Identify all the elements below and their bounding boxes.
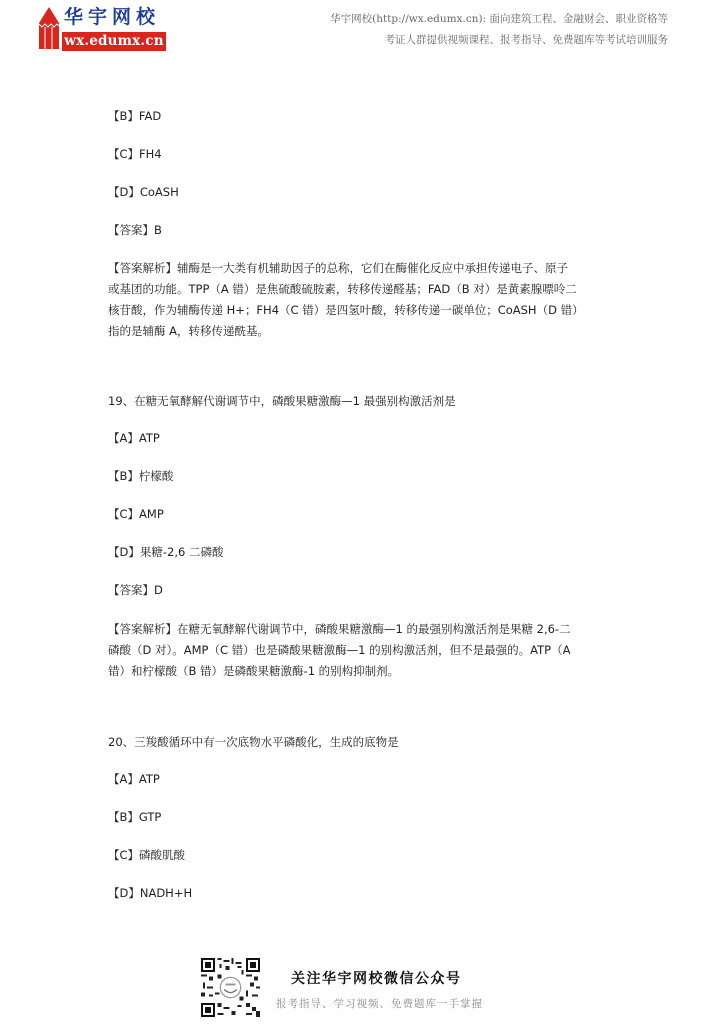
option-text: 磷酸肌酸 [139, 848, 186, 862]
wechat-qr-code-icon[interactable] [201, 958, 260, 1017]
option-label: 【D】 [108, 886, 140, 900]
option-label: 【B】 [108, 469, 139, 483]
q18-option-b [108, 108, 161, 124]
option-text: CoASH [139, 185, 179, 199]
option-text: ATP [138, 772, 160, 786]
q19-question: 19、在糖无氧酵解代谢调节中，磷酸果糖激酶—1 最强别构激活剂是 [108, 394, 456, 408]
q19-option-b [108, 468, 173, 484]
option-label: 【D】 [108, 185, 140, 199]
q19-option-c [108, 506, 164, 522]
option-text: GTP [138, 810, 162, 824]
tagline-line-1: 华宇网校(http://wx.edumx.cn): 面向建筑工程、金融财会、职业资格等 [330, 13, 668, 25]
footer-title: 关注华宇网校微信公众号 [291, 971, 462, 987]
logo-title: 华宇网校 [64, 6, 161, 28]
option-text: NADH+H [139, 886, 193, 900]
option-label: 【C】 [108, 848, 140, 862]
logo-url: wx.edumx.cn [62, 32, 166, 51]
option-text: FAD [138, 109, 162, 123]
answer-value: D [154, 583, 163, 597]
option-text: 柠檬酸 [138, 469, 174, 483]
pencil-icon [38, 7, 60, 49]
answer-value: B [154, 223, 162, 237]
option-text: AMP [139, 507, 164, 521]
explanation-label: 【答案解析】 [108, 622, 177, 636]
option-text: FH4 [139, 147, 162, 161]
q20-question: 20、三羧酸循环中有一次底物水平磷酸化，生成的底物是 [108, 735, 399, 749]
option-text: ATP [138, 431, 160, 445]
option-label: 【A】 [108, 431, 139, 445]
q20-option-c [108, 847, 185, 863]
q18-option-d [108, 184, 179, 200]
option-label: 【C】 [108, 507, 140, 521]
q20-option-b [108, 809, 161, 825]
option-text: 果糖-2,6 二磷酸 [139, 545, 224, 559]
q19-option-a [108, 430, 160, 446]
q18-explanation: 【答案解析】辅酶是一大类有机辅助因子的总称，它们在酶催化反应中承担传递电子、原子 或基团的功能。TPP（A 错）是焦硫酸硫胺素，转移传递醛基；FAD（B 对）是黄素腺嘌呤二 核苷酸，作为辅酶传递 H+；FH4（C 错）是四氢叶酸，转移传递一碳单位；CoASH（D 错） 指的是辅酶 A，转移传递酰基。 [108, 261, 584, 338]
option-label: 【A】 [108, 772, 139, 786]
q20-option-d [108, 885, 192, 901]
answer-label: 【答案】 [108, 583, 154, 597]
q20-option-a [108, 771, 160, 787]
q18-option-c [108, 146, 162, 162]
option-label: 【B】 [108, 810, 139, 824]
option-label: 【B】 [108, 109, 139, 123]
option-label: 【C】 [108, 147, 140, 161]
tagline-line-2: 考证人群提供视频课程、报考指导、免费题库等考试培训服务 [384, 34, 668, 46]
answer-label: 【答案】 [108, 223, 154, 237]
site-logo[interactable] [36, 4, 168, 50]
q18-answer [108, 222, 162, 238]
option-label: 【D】 [108, 545, 140, 559]
q19-answer [108, 582, 163, 598]
explanation-label: 【答案解析】 [108, 261, 177, 275]
q19-explanation: 【答案解析】在糖无氧酵解代谢调节中，磷酸果糖激酶—1 的最强别构激活剂是果糖 2,6-二 磷酸（D 对）。AMP（C 错）也是磷酸果糖激酶—1 的别构激活剂，但不是最强的。ATP（A 错）和柠檬酸（B 错）是磷酸果糖激酶-1 的别构抑制剂。 [108, 622, 571, 678]
q19-option-d [108, 544, 223, 560]
header-tagline [330, 8, 668, 51]
footer-subtitle: 报考指导、学习视频、免费题库一手掌握 [276, 998, 483, 1010]
